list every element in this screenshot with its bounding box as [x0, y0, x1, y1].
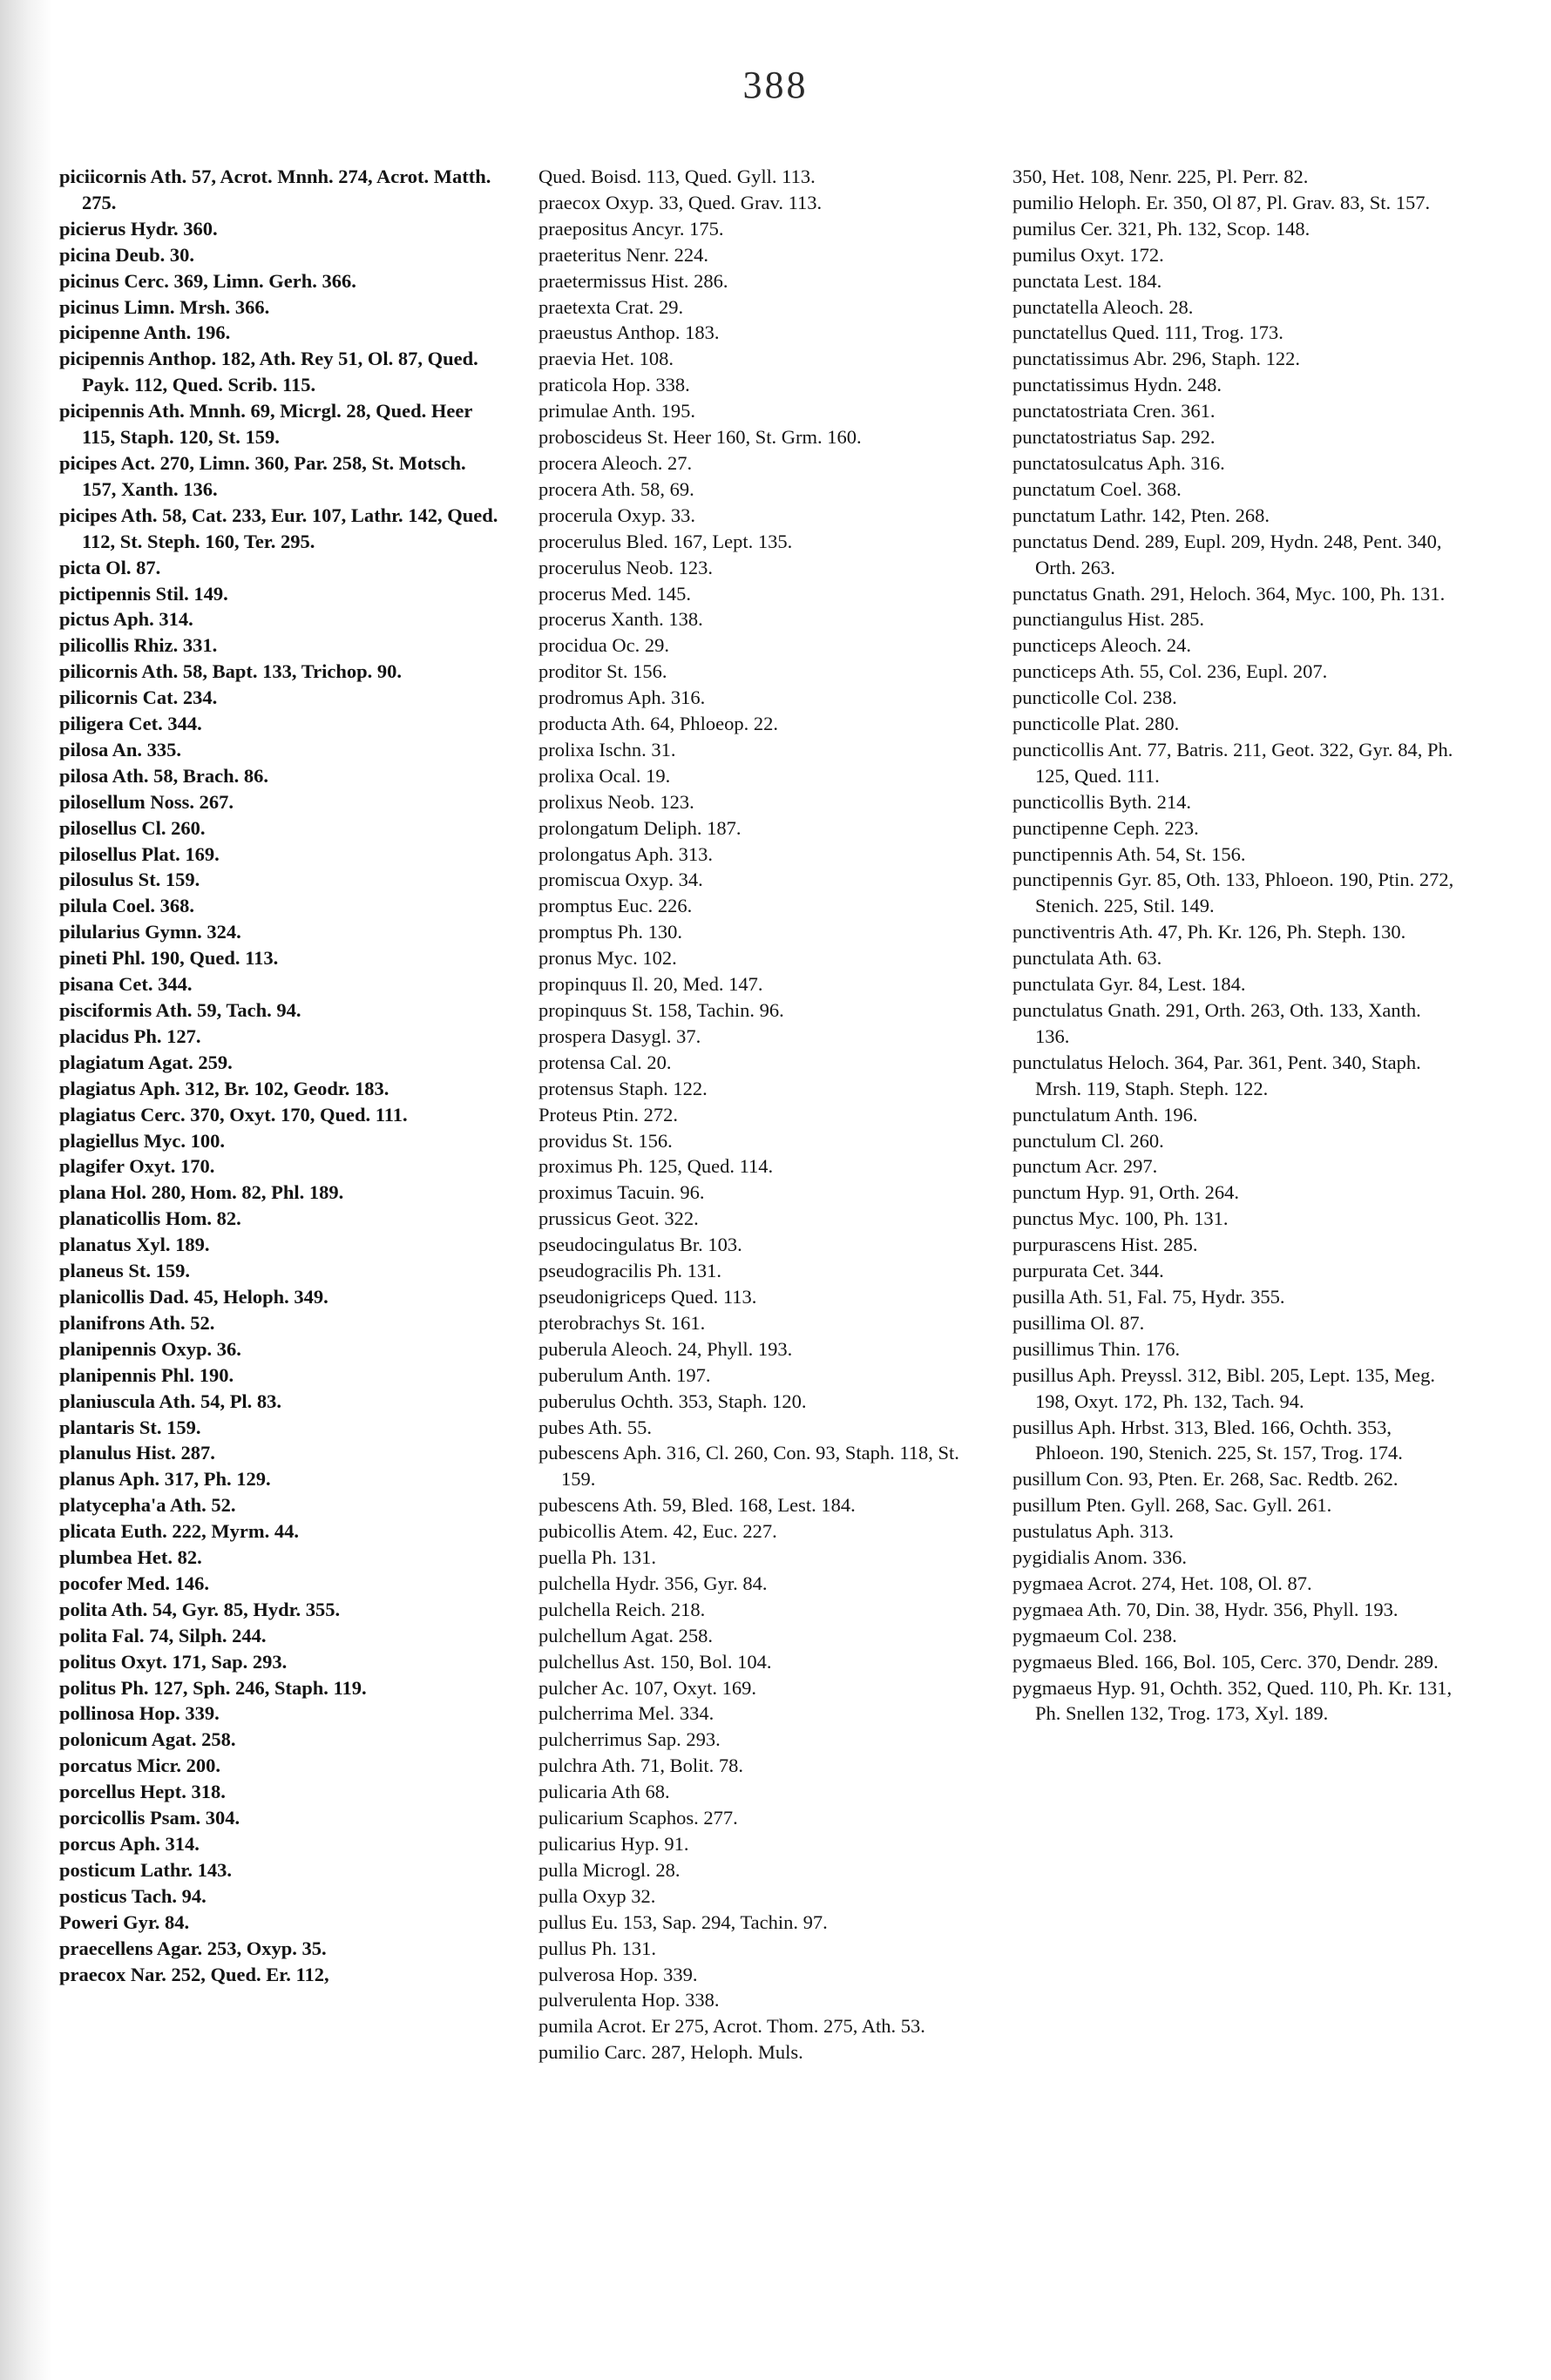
index-entry: puncticollis Ant. 77, Batris. 211, Geot. 322, Gyr. 84, Ph. 125, Qued. 111.: [1013, 738, 1453, 787]
index-entry: plicata Euth. 222, Myrm. 44.: [59, 1520, 299, 1543]
index-entry: pulcherrima Mel. 334.: [538, 1702, 715, 1725]
index-entry: promiscua Oxyp. 34.: [538, 869, 703, 891]
index-entry: pumilio Heloph. Er. 350, Ol 87, Pl. Grav. 83, St. 157.: [1013, 191, 1431, 213]
index-entry: planipennis Oxyp. 36.: [59, 1337, 241, 1360]
index-entry: promptus Ph. 130.: [538, 921, 683, 943]
index-entry: porcus Aph. 314.: [59, 1833, 200, 1855]
index-entry: purpurata Cet. 344.: [1013, 1260, 1164, 1282]
index-entry: punctatus Gnath. 291, Heloch. 364, Myc. 100, Ph. 131.: [1013, 582, 1446, 605]
index-entry: pubes Ath. 55.: [538, 1416, 653, 1438]
index-entry: punctipennis Ath. 54, St. 156.: [1013, 842, 1246, 865]
index-entry: pygmaeum Col. 238.: [1013, 1624, 1177, 1646]
index-entry: pseudocingulatus Br. 103.: [538, 1234, 742, 1256]
index-entry: pulverosa Hop. 339.: [538, 1963, 698, 1985]
index-entry: pulchella Hydr. 356, Gyr. 84.: [538, 1572, 768, 1594]
index-entry: pusillum Con. 93, Pten. Er. 268, Sac. Redtb. 262.: [1013, 1468, 1399, 1491]
index-entry: pulchellum Agat. 258.: [538, 1624, 713, 1646]
index-entry: plana Hol. 280, Hom. 82, Phl. 189.: [59, 1181, 344, 1204]
index-entry: pygmaeus Hyp. 91, Ochth. 352, Qued. 110, Ph. Kr. 131, Ph. Snellen 132, Trog. 173, Xyl. 189.: [1013, 1676, 1453, 1725]
index-entry: picinus Limn. Mrsh. 366.: [59, 295, 270, 318]
index-entry: punctipennis Gyr. 85, Oth. 133, Phloeon. 190, Ptin. 272, Stenich. 225, Stil. 149.: [1013, 869, 1454, 917]
index-entry: puncticollis Byth. 214.: [1013, 790, 1191, 813]
index-entry: planulus Hist. 287.: [59, 1442, 215, 1464]
index-entry: pulcherrimus Sap. 293.: [538, 1728, 721, 1751]
index-entry: praevia Het. 108.: [538, 348, 674, 370]
index-entry: platycepha'a Ath. 52.: [59, 1494, 236, 1517]
index-entry: puncticolle Plat. 280.: [1013, 713, 1180, 735]
index-entry: praetexta Crat. 29.: [538, 295, 684, 318]
index-entry: pulverulenta Hop. 338.: [538, 1989, 720, 2012]
index-entry: pulicarius Hyp. 91.: [538, 1833, 689, 1855]
index-entry: pusillum Pten. Gyll. 268, Sac. Gyll. 261.: [1013, 1494, 1332, 1517]
index-entry: praecellens Agar. 253, Oxyp. 35.: [59, 1937, 327, 1959]
index-entry: prolongatus Aph. 313.: [538, 842, 713, 865]
index-entry: pulchella Reich. 218.: [538, 1598, 706, 1620]
index-entry: punctata Lest. 184.: [1013, 269, 1162, 292]
index-entry: pullus Eu. 153, Sap. 294, Tachin. 97.: [538, 1910, 828, 1933]
index-entry: picipenne Anth. 196.: [59, 321, 231, 344]
index-entry: polita Ath. 54, Gyr. 85, Hydr. 355.: [59, 1598, 341, 1620]
index-entry: pulchra Ath. 71, Bolit. 78.: [538, 1755, 743, 1777]
index-entry: pilosellus Cl. 260.: [59, 816, 206, 839]
index-entry: planus Aph. 317, Ph. 129.: [59, 1468, 271, 1491]
index-entry: punctatostriatus Sap. 292.: [1013, 426, 1216, 449]
index-entry: pilicornis Cat. 234.: [59, 686, 218, 709]
index-entry: pulcher Ac. 107, Oxyt. 169.: [538, 1676, 756, 1699]
index-entry: piligera Cet. 344.: [59, 713, 202, 735]
index-entry: pulicarium Scaphos. 277.: [538, 1807, 738, 1829]
index-entry: protensa Cal. 20.: [538, 1051, 672, 1073]
index-entry: porcatus Micr. 200.: [59, 1755, 220, 1777]
index-entry: purpurascens Hist. 285.: [1013, 1234, 1198, 1256]
index-entry: pilicollis Rhiz. 331.: [59, 634, 218, 657]
index-entry: pulla Microgl. 28.: [538, 1858, 681, 1881]
index-entry: pusillus Aph. Preyssl. 312, Bibl. 205, Lept. 135, Meg. 198, Oxyt. 172, Ph. 132, Tach. 94.: [1013, 1363, 1436, 1412]
index-entry: plagiellus Myc. 100.: [59, 1129, 225, 1152]
index-entry: planeus St. 159.: [59, 1260, 191, 1282]
index-entry: promptus Euc. 226.: [538, 895, 693, 917]
index-entry: punctatissimus Hydn. 248.: [1013, 374, 1222, 396]
index-entry: picta Ol. 87.: [59, 556, 161, 578]
index-entry: picipes Ath. 58, Cat. 233, Eur. 107, Lathr. 142, Qued. 112, St. Steph. 160, Ter. 295.: [59, 504, 498, 552]
index-entry: punctatostriata Cren. 361.: [1013, 400, 1216, 423]
index-entry: pilicornis Ath. 58, Bapt. 133, Trichop. 90.: [59, 660, 402, 683]
index-entry: pumila Acrot. Er 275, Acrot. Thom. 275, Ath. 53.: [538, 2015, 925, 2038]
index-entry: puberulum Anth. 197.: [538, 1363, 711, 1386]
index-entry: pusillimus Thin. 176.: [1013, 1337, 1181, 1360]
index-entry: punctatissimus Abr. 296, Staph. 122.: [1013, 348, 1301, 370]
index-entry: pseudonigriceps Qued. 113.: [538, 1285, 757, 1308]
index-entry: propinquus St. 158, Tachin. 96.: [538, 999, 784, 1021]
index-entry: puncticolle Col. 238.: [1013, 686, 1177, 709]
index-entry: procera Ath. 58, 69.: [538, 477, 694, 500]
index-entry: politus Ph. 127, Sph. 246, Staph. 119.: [59, 1676, 367, 1699]
scan-edge-shadow: [0, 0, 52, 2380]
index-entry: pubescens Ath. 59, Bled. 168, Lest. 184.: [538, 1494, 856, 1517]
index-entry: providus St. 156.: [538, 1129, 673, 1152]
index-entry: prospera Dasygl. 37.: [538, 1024, 701, 1047]
index-entry: prolixus Neob. 123.: [538, 790, 694, 813]
index-entry: proboscideus St. Heer 160, St. Grm. 160.: [538, 426, 862, 449]
index-entry: pictus Aph. 314.: [59, 608, 193, 631]
index-entry: plantaris St. 159.: [59, 1416, 201, 1438]
index-entry: pilularius Gymn. 324.: [59, 921, 241, 943]
index-entry: producta Ath. 64, Phloeop. 22.: [538, 713, 778, 735]
index-entry: pumilus Oxyt. 172.: [1013, 243, 1164, 266]
index-entry: praecox Nar. 252, Qued. Er. 112,: [59, 1963, 329, 1985]
index-entry: punctatella Aleoch. 28.: [1013, 295, 1194, 318]
index-entry: procerula Oxyp. 33.: [538, 504, 695, 526]
index-entry: pumilus Cer. 321, Ph. 132, Scop. 148.: [1013, 217, 1311, 240]
index-entry: placidus Ph. 127.: [59, 1024, 201, 1047]
index-entry: pocofer Med. 146.: [59, 1572, 210, 1594]
index-entry: procidua Oc. 29.: [538, 634, 669, 657]
index-entry: protensus Staph. 122.: [538, 1077, 708, 1099]
index-entry: procerus Xanth. 138.: [538, 608, 703, 631]
index-entry: primulae Anth. 195.: [538, 400, 695, 423]
index-entry: pilosulus St. 159.: [59, 869, 200, 891]
index-entry: Proteus Ptin. 272.: [538, 1103, 679, 1126]
index-entry: pubicollis Atem. 42, Euc. 227.: [538, 1520, 777, 1543]
index-column-2: [538, 164, 992, 2066]
index-entry: pilosellus Plat. 169.: [59, 842, 220, 865]
index-entry: punctum Acr. 297.: [1013, 1155, 1158, 1178]
index-entry: pygmaea Acrot. 274, Het. 108, Ol. 87.: [1013, 1572, 1312, 1594]
index-entry: planiuscula Ath. 54, Pl. 83.: [59, 1389, 282, 1412]
index-entry: praecox Oxyp. 33, Qued. Grav. 113.: [538, 191, 823, 213]
index-entry: picierus Hydr. 360.: [59, 217, 218, 240]
index-entry: prolixa Ocal. 19.: [538, 764, 671, 787]
index-entry: punctulata Gyr. 84, Lest. 184.: [1013, 973, 1246, 996]
index-entry: proditor St. 156.: [538, 660, 667, 683]
index-entry: pygmaea Ath. 70, Din. 38, Hydr. 356, Phyll. 193.: [1013, 1598, 1399, 1620]
index-entry: picipennis Anthop. 182, Ath. Rey 51, Ol. 87, Qued. Payk. 112, Qued. Scrib. 115.: [59, 348, 478, 396]
index-entry: praetermissus Hist. 286.: [538, 269, 728, 292]
index-entry: pseudogracilis Ph. 131.: [538, 1260, 721, 1282]
index-entry: puncticeps Aleoch. 24.: [1013, 634, 1191, 657]
index-entry: porcellus Hept. 318.: [59, 1781, 226, 1803]
index-entry: pusillima Ol. 87.: [1013, 1311, 1145, 1334]
index-entry: punctiangulus Hist. 285.: [1013, 608, 1204, 631]
index-entry: politus Oxyt. 171, Sap. 293.: [59, 1650, 288, 1673]
index-entry: plagifer Oxyt. 170.: [59, 1155, 215, 1178]
index-entry: posticum Lathr. 143.: [59, 1858, 232, 1881]
index-entry: porcicollis Psam. 304.: [59, 1807, 240, 1829]
index-entry: punctipenne Ceph. 223.: [1013, 816, 1199, 839]
index-entry: pygidialis Anom. 336.: [1013, 1546, 1188, 1569]
index-entry: propinquus Il. 20, Med. 147.: [538, 973, 763, 996]
index-entry: pusilla Ath. 51, Fal. 75, Hydr. 355.: [1013, 1285, 1285, 1308]
index-entry: proximus Ph. 125, Qued. 114.: [538, 1155, 774, 1178]
index-entry: planicollis Dad. 45, Heloph. 349.: [59, 1285, 328, 1308]
index-entry: picinus Cerc. 369, Limn. Gerh. 366.: [59, 269, 356, 292]
index-entry: punctulatus Gnath. 291, Orth. 263, Oth. 133, Xanth. 136.: [1013, 999, 1421, 1047]
index-entry: procerus Med. 145.: [538, 582, 691, 605]
index-entry: 350, Het. 108, Nenr. 225, Pl. Perr. 82.: [1013, 166, 1309, 187]
index-entry: pilosa An. 335.: [59, 738, 182, 761]
index-entry: plagiatum Agat. 259.: [59, 1051, 233, 1073]
index-entry: pictipennis Stil. 149.: [59, 582, 228, 605]
index-entry: punctatum Lathr. 142, Pten. 268.: [1013, 504, 1270, 526]
index-entry: pubescens Aph. 316, Cl. 260, Con. 93, Staph. 118, St. 159.: [538, 1442, 959, 1491]
index-entry: planatus Xyl. 189.: [59, 1234, 210, 1256]
index-entry: posticus Tach. 94.: [59, 1884, 207, 1907]
index-entry: picina Deub. 30.: [59, 243, 195, 266]
index-entry: pilula Coel. 368.: [59, 895, 195, 917]
index-entry: picipes Act. 270, Limn. 360, Par. 258, St. Motsch. 157, Xanth. 136.: [59, 451, 466, 500]
index-entry: punctatus Dend. 289, Eupl. 209, Hydn. 248, Pent. 340, Orth. 263.: [1013, 530, 1442, 578]
index-entry: prolongatum Deliph. 187.: [538, 816, 742, 839]
index-entry: pusillus Aph. Hrbst. 313, Bled. 166, Ochth. 353, Phloeon. 190, Stenich. 225, St. 157, Trog. 174.: [1013, 1416, 1403, 1464]
index-entry: punctum Hyp. 91, Orth. 264.: [1013, 1181, 1239, 1204]
index-entry: pulchellus Ast. 150, Bol. 104.: [538, 1650, 772, 1673]
index-entry: punctatum Coel. 368.: [1013, 477, 1182, 500]
index-entry: planifrons Ath. 52.: [59, 1311, 215, 1334]
index-entry: punctatellus Qued. 111, Trog. 173.: [1013, 321, 1283, 344]
index-entry: punctus Myc. 100, Ph. 131.: [1013, 1207, 1229, 1230]
index-column-1: [59, 164, 502, 1987]
index-entry: pumilio Carc. 287, Heloph. Muls.: [538, 2041, 803, 2064]
index-entry: punctatosulcatus Aph. 316.: [1013, 451, 1225, 474]
index-entry: Poweri Gyr. 84.: [59, 1910, 190, 1933]
index-entry: piciicornis Ath. 57, Acrot. Mnnh. 274, Acrot. Matth. 275.: [59, 166, 491, 213]
index-entry: punctulata Ath. 63.: [1013, 947, 1162, 970]
index-entry: punctulum Cl. 260.: [1013, 1129, 1164, 1152]
index-entry: pullus Ph. 131.: [538, 1937, 657, 1959]
index-entry: pilosellum Noss. 267.: [59, 790, 234, 813]
index-entry: procerulus Bled. 167, Lept. 135.: [538, 530, 793, 552]
index-entry: punctiventris Ath. 47, Ph. Kr. 126, Ph. Steph. 130.: [1013, 921, 1406, 943]
index-entry: prodromus Aph. 316.: [538, 686, 706, 709]
index-entry: plagiatus Cerc. 370, Oxyt. 170, Qued. 111.: [59, 1103, 408, 1126]
index-entry: picipennis Ath. Mnnh. 69, Micrgl. 28, Qued. Heer 115, Staph. 120, St. 159.: [59, 400, 472, 449]
index-entry: polita Fal. 74, Silph. 244.: [59, 1624, 267, 1646]
index-entry: pulla Oxyp 32.: [538, 1884, 656, 1907]
index-entry: plagiatus Aph. 312, Br. 102, Geodr. 183.: [59, 1077, 389, 1099]
index-entry: praepositus Ancyr. 175.: [538, 217, 724, 240]
index-entry: Qued. Boisd. 113, Qued. Gyll. 113.: [538, 166, 816, 187]
index-entry: prussicus Geot. 322.: [538, 1207, 699, 1230]
index-entry: prolixa Ischn. 31.: [538, 738, 676, 761]
index-entry: polonicum Agat. 258.: [59, 1728, 236, 1751]
index-column-3: [1013, 164, 1455, 1727]
index-entry: punctulatum Anth. 196.: [1013, 1103, 1198, 1126]
index-entry: pterobrachys St. 161.: [538, 1311, 706, 1334]
page-number: 388: [742, 64, 809, 106]
index-entry: pustulatus Aph. 313.: [1013, 1520, 1175, 1543]
index-entry: pilosa Ath. 58, Brach. 86.: [59, 764, 269, 787]
index-entry: puberulus Ochth. 353, Staph. 120.: [538, 1389, 807, 1412]
index-entry: pisana Cet. 344.: [59, 973, 193, 996]
index-entry: puncticeps Ath. 55, Col. 236, Eupl. 207.: [1013, 660, 1328, 683]
index-entry: puberula Aleoch. 24, Phyll. 193.: [538, 1337, 793, 1360]
index-entry: pygmaeus Bled. 166, Bol. 105, Cerc. 370, Dendr. 289.: [1013, 1650, 1439, 1673]
index-entry: punctulatus Heloch. 364, Par. 361, Pent. 340, Staph. Mrsh. 119, Staph. Steph. 122.: [1013, 1051, 1421, 1099]
index-entry: puella Ph. 131.: [538, 1546, 656, 1569]
index-entry: pronus Myc. 102.: [538, 947, 677, 970]
index-entry: praeteritus Nenr. 224.: [538, 243, 708, 266]
index-entry: pulicaria Ath 68.: [538, 1781, 670, 1803]
index-entry: pollinosa Hop. 339.: [59, 1702, 220, 1725]
index-entry: praeustus Anthop. 183.: [538, 321, 720, 344]
index-entry: praticola Hop. 338.: [538, 374, 690, 396]
index-entry: proximus Tacuin. 96.: [538, 1181, 705, 1204]
index-entry: planipennis Phl. 190.: [59, 1363, 234, 1386]
index-entry: planaticollis Hom. 82.: [59, 1207, 241, 1230]
index-entry: pisciformis Ath. 59, Tach. 94.: [59, 999, 301, 1021]
index-entry: pineti Phl. 190, Qued. 113.: [59, 947, 279, 970]
index-entry: procera Aleoch. 27.: [538, 451, 693, 474]
index-entry: plumbea Het. 82.: [59, 1546, 202, 1569]
index-entry: procerulus Neob. 123.: [538, 556, 713, 578]
